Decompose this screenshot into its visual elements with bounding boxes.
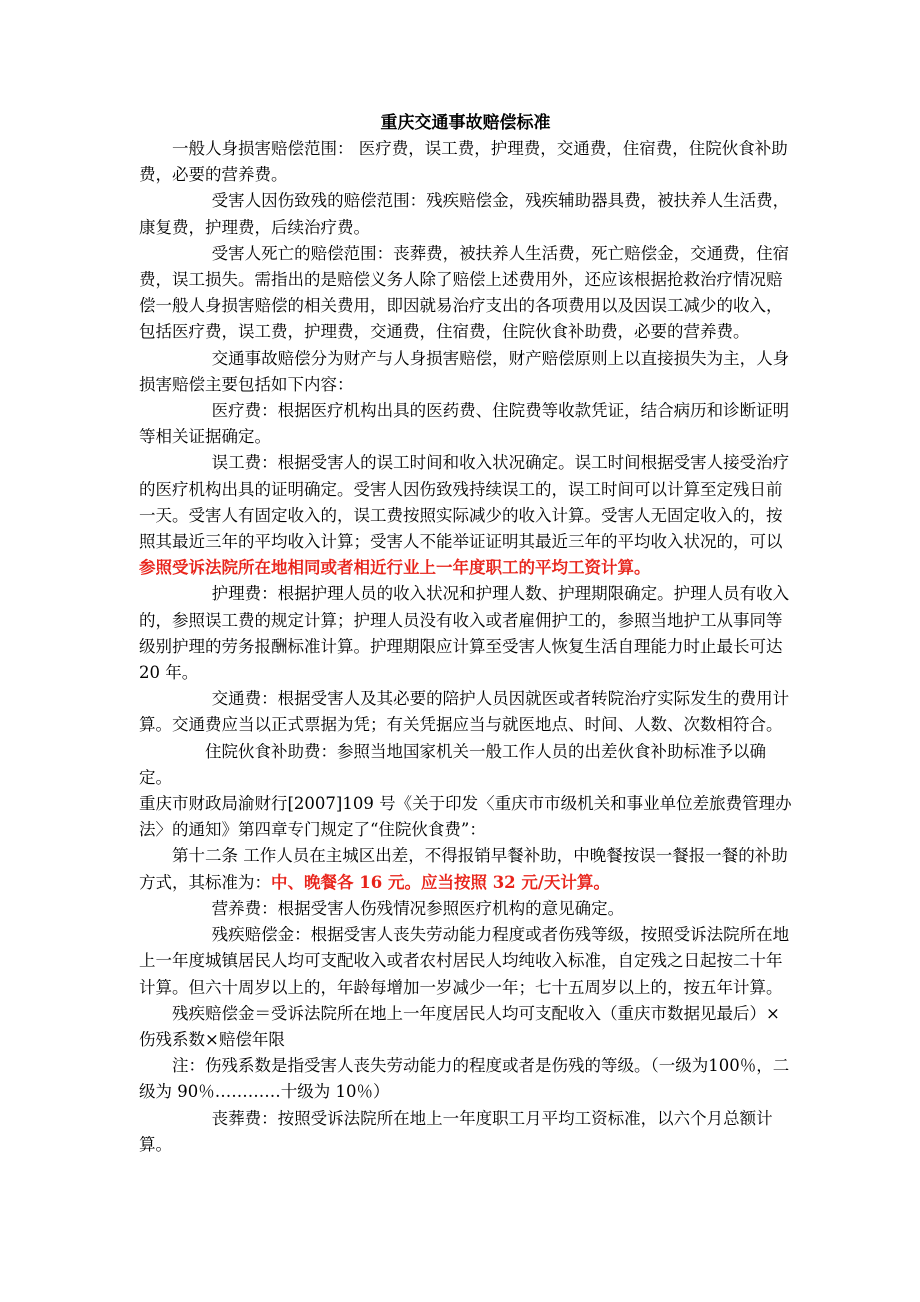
paragraph-general-scope: 一般人身损害赔偿范围： 医疗费，误工费，护理费，交通费，住宿费，住院伙食补助费，必要的营养费。: [139, 139, 788, 185]
paragraph-funeral-fee: 丧葬费：按照受诉法院所在地上一年度职工月平均工资标准，以六个月总额计算。: [139, 1108, 773, 1154]
paragraph-article-twelve: [139, 843, 792, 895]
paragraph-nutrition-fee: 营养费：根据受害人伤残情况参照医疗机构的意见确定。: [211, 898, 625, 918]
lost-wages-highlight: 参照受诉法院所在地相同或者相近行业上一年度职工的平均工资计算。: [139, 558, 651, 578]
document-title: 重庆交通事故赔偿标准: [380, 113, 551, 133]
paragraph-disability-scope: 受害人因伤致残的赔偿范围：残疾赔偿金，残疾辅助器具费，被扶养人生活费，康复费，护理费，后续治疗费。: [139, 191, 790, 237]
paragraph-disability-compensation: 残疾赔偿金：根据受害人丧失劳动能力程度或者伤残等级，按照受诉法院所在地上一年度城镇居民人均可支配收入或者农村居民人均纯收入标准，自定残之日起按二十年计算。但六十周岁以上的，年龄每增加一岁减少一年；七十五周岁以上的，按五年计算。: [139, 925, 790, 997]
lost-wages-text: 误工费：根据受害人的误工时间和收入状况确定。误工时间根据受害人接受治疗的医疗机构出具的证明确定。受害人因伤致残持续误工的，误工时间可以计算至定残日前一天。受害人有固定收入的，误工费按照实际减少的收入计算。受害人无固定收入的，按照其最近三年的平均收入计算；受害人不能举证证明其最近三年的平均收入状况的，可以: [139, 453, 790, 552]
paragraph-lost-wages: [139, 450, 792, 581]
paragraph-meal-subsidy: 住院伙食补助费：参照当地国家机关一般工作人员的出差伙食补助标准予以确定。: [139, 741, 766, 787]
paragraph-transport-fee: 交通费：根据受害人及其必要的陪护人员因就医或者转院治疗实际发生的费用计算。交通费应当以正式票据为凭；有关凭据应当与就医地点、时间、人数、次数相符合。: [139, 689, 790, 735]
paragraph-medical-fee: 医疗费：根据医疗机构出具的医药费、住院费等收款凭证，结合病历和诊断证明等相关证据确定。: [139, 401, 790, 447]
document-page: [139, 110, 792, 1158]
article-twelve-highlight: 中、晚餐各 16 元。应当按照 32 元/天计算。: [271, 872, 610, 892]
paragraph-finance-notice: 重庆市财政局渝财行[2007]109 号《关于印发〈重庆市市级机关和事业单位差旅费管理办法〉的通知》第四章专门规定了“住院伙食费”：: [139, 794, 792, 840]
article-twelve-text: 第十二条 工作人员在主城区出差，不得报销早餐补助，中晚餐按误一餐报一餐的补助方式，其标准为：: [139, 846, 788, 892]
paragraph-death-scope: 受害人死亡的赔偿范围：丧葬费，被扶养人生活费，死亡赔偿金，交通费，住宿费，误工损失。需指出的是赔偿义务人除了赔偿上述费用外，还应该根据抢救治疗情况赔偿一般人身损害赔偿的相关费用，即因就易治疗支出的各项费用以及因误工减少的收入，包括医疗费，误工费，护理费，交通费，住宿费，住院伙食补助费，必要的营养费。: [139, 243, 790, 342]
paragraph-compensation-overview: 交通事故赔偿分为财产与人身损害赔偿，财产赔偿原则上以直接损失为主，人身损害赔偿主要包括如下内容：: [139, 348, 790, 394]
paragraph-nursing-fee: 护理费：根据护理人员的收入状况和护理人数、护理期限确定。护理人员有收入的，参照误工费的规定计算；护理人员没有收入或者雇佣护工的，参照当地护工从事同等级别护理的劳务报酬标准计算。护理期限应计算至受害人恢复生活自理能力时止最长可达 20 年。: [139, 584, 790, 683]
paragraph-disability-formula: 残疾赔偿金＝受诉法院所在地上一年度居民人均可支配收入（重庆市数据见最后）×伤残系数×赔偿年限: [139, 1003, 780, 1049]
paragraph-disability-note: 注：伤残系数是指受害人丧失劳动能力的程度或者是伤残的等级。（一级为100％，二级为 90％…………十级为 10％）: [139, 1056, 790, 1102]
